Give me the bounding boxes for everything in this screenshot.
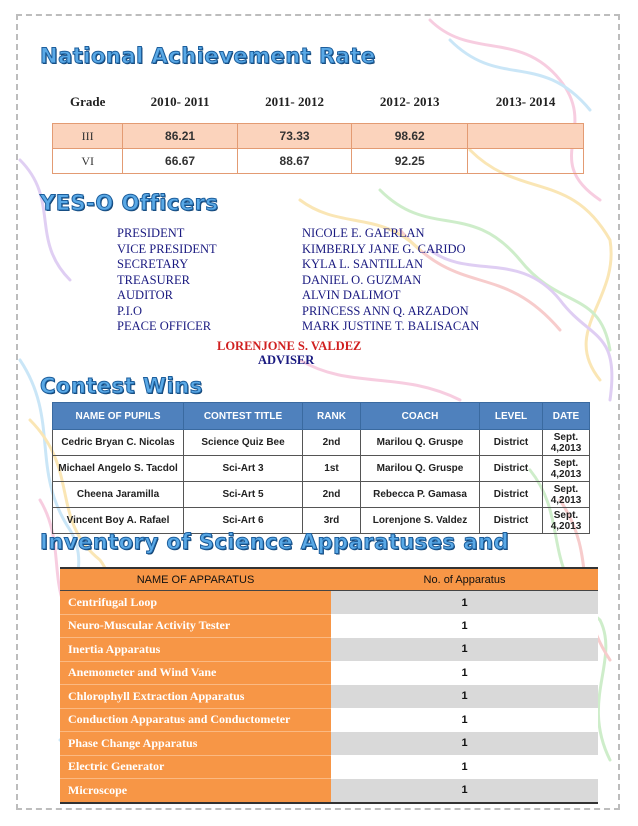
- level-cell: District: [480, 508, 543, 534]
- officer-name: NICOLE E. GAERLAN: [302, 226, 425, 240]
- apparatus-count: 1: [331, 661, 598, 685]
- achievement-col-2012: 2012- 2013: [352, 81, 468, 124]
- apparatus-name: Electric Generator: [60, 755, 331, 779]
- apparatus-name: Neuro-Muscular Activity Tester: [60, 614, 331, 638]
- date-cell: Sept. 4,2013: [543, 456, 590, 482]
- inventory-row: [60, 591, 598, 615]
- inventory-col-count: No. of Apparatus: [331, 568, 598, 591]
- inventory-table: [60, 567, 598, 804]
- contest-title-cell: Science Quiz Bee: [184, 430, 303, 456]
- apparatus-count: 1: [331, 638, 598, 662]
- contest-title-cell: Sci-Art 6: [184, 508, 303, 534]
- apparatus-name: Anemometer and Wind Vane: [60, 661, 331, 685]
- rank-cell: 1st: [303, 456, 361, 482]
- apparatus-count: 1: [331, 779, 598, 803]
- officer-name: KIMBERLY JANE G. CARIDO: [302, 241, 466, 256]
- achievement-table: [52, 81, 584, 174]
- contest-table: [52, 402, 590, 534]
- rate-cell: 92.25: [352, 149, 468, 174]
- contest-col-title: CONTEST TITLE: [184, 403, 303, 430]
- rate-cell: 88.67: [237, 149, 351, 174]
- inventory-row: [60, 755, 598, 779]
- achievement-heading: National Achievement Rate: [40, 44, 376, 68]
- pupil-cell: Cedric Bryan C. Nicolas: [53, 430, 184, 456]
- inventory-row: [60, 779, 598, 803]
- rate-cell: [468, 124, 584, 149]
- officer-name: PRINCESS ANN Q. ARZADON: [302, 303, 469, 318]
- inventory-row: [60, 661, 598, 685]
- contest-col-coach: COACH: [361, 403, 480, 430]
- officer-position: AUDITOR: [117, 288, 174, 302]
- pupil-cell: Vincent Boy A. Rafael: [53, 508, 184, 534]
- inventory-header-row: [60, 568, 598, 591]
- level-cell: District: [480, 482, 543, 508]
- inventory-row: [60, 614, 598, 638]
- officer-row: [117, 273, 557, 289]
- inventory-row: [60, 708, 598, 732]
- apparatus-name: Chlorophyll Extraction Apparatus: [60, 685, 331, 709]
- officer-row: [117, 226, 557, 242]
- contest-row: [53, 456, 590, 482]
- achievement-col-2010: 2010- 2011: [123, 81, 237, 124]
- rate-cell: [468, 149, 584, 174]
- adviser-name: LORENJONE S. VALDEZ: [217, 339, 362, 353]
- inventory-row: [60, 685, 598, 709]
- officer-name: ALVIN DALIMOT: [302, 288, 401, 302]
- apparatus-name: Microscope: [60, 779, 331, 803]
- inventory-col-name: NAME OF APPARATUS: [60, 568, 331, 591]
- apparatus-name: Conduction Apparatus and Conductometer: [60, 708, 331, 732]
- level-cell: District: [480, 456, 543, 482]
- level-cell: District: [480, 430, 543, 456]
- apparatus-name: Centrifugal Loop: [60, 591, 331, 615]
- coach-cell: Lorenjone S. Valdez: [361, 508, 480, 534]
- contest-col-level: LEVEL: [480, 403, 543, 430]
- rate-cell: 86.21: [123, 124, 237, 149]
- officer-row: [117, 304, 557, 320]
- contest-header-row: [53, 403, 590, 430]
- apparatus-count: 1: [331, 685, 598, 709]
- apparatus-count: 1: [331, 614, 598, 638]
- officer-position: VICE PRESIDENT: [117, 241, 217, 256]
- rate-cell: 73.33: [237, 124, 351, 149]
- officer-position: SECRETARY: [117, 257, 189, 271]
- inventory-row: [60, 638, 598, 662]
- rank-cell: 2nd: [303, 430, 361, 456]
- coach-cell: Marilou Q. Gruspe: [361, 430, 480, 456]
- officer-position: PEACE OFFICER: [117, 319, 212, 333]
- officer-name: DANIEL O. GUZMAN: [302, 272, 422, 287]
- rate-cell: 98.62: [352, 124, 468, 149]
- contest-row: [53, 482, 590, 508]
- contest-row: [53, 430, 590, 456]
- rank-cell: 2nd: [303, 482, 361, 508]
- coach-cell: Rebecca P. Gamasa: [361, 482, 480, 508]
- officer-name: MARK JUSTINE T. BALISACAN: [302, 319, 480, 333]
- apparatus-count: 1: [331, 755, 598, 779]
- rate-cell: 66.67: [123, 149, 237, 174]
- date-cell: Sept. 4,2013: [543, 482, 590, 508]
- apparatus-name: Inertia Apparatus: [60, 638, 331, 662]
- officers-list: [117, 226, 557, 335]
- date-cell: Sept. 4,2013: [543, 508, 590, 534]
- officer-name: KYLA L. SANTILLAN: [302, 257, 424, 271]
- apparatus-count: 1: [331, 732, 598, 756]
- achievement-col-2013: 2013- 2014: [468, 81, 584, 124]
- achievement-header-row: [53, 81, 584, 124]
- officer-row: [117, 242, 557, 258]
- officer-position: P.I.O: [117, 303, 143, 318]
- contest-title-cell: Sci-Art 3: [184, 456, 303, 482]
- apparatus-name: Phase Change Apparatus: [60, 732, 331, 756]
- apparatus-count: 1: [331, 591, 598, 615]
- inventory-row: [60, 732, 598, 756]
- contest-col-pupil: NAME OF PUPILS: [53, 403, 184, 430]
- contest-col-date: DATE: [543, 403, 590, 430]
- officer-row: [117, 319, 557, 335]
- pupil-cell: Michael Angelo S. Tacdol: [53, 456, 184, 482]
- grade-cell: VI: [53, 149, 123, 174]
- inventory-heading: Inventory of Science Apparatuses and: [40, 530, 510, 554]
- pupil-cell: Cheena Jaramilla: [53, 482, 184, 508]
- officer-row: [117, 257, 557, 273]
- officer-position: TREASURER: [117, 272, 190, 287]
- achievement-row: [53, 149, 584, 174]
- achievement-col-grade: Grade: [53, 81, 123, 124]
- date-cell: Sept. 4,2013: [543, 430, 590, 456]
- officers-heading: YES-O Officers: [40, 191, 219, 215]
- adviser-label: ADVISER: [258, 353, 315, 367]
- contest-title-cell: Sci-Art 5: [184, 482, 303, 508]
- achievement-col-2011: 2011- 2012: [237, 81, 351, 124]
- officer-position: PRESIDENT: [117, 226, 185, 240]
- apparatus-count: 1: [331, 708, 598, 732]
- coach-cell: Marilou Q. Gruspe: [361, 456, 480, 482]
- achievement-row: [53, 124, 584, 149]
- contests-heading: Contest Wins: [40, 374, 203, 398]
- grade-cell: III: [53, 124, 123, 149]
- contest-col-rank: RANK: [303, 403, 361, 430]
- rank-cell: 3rd: [303, 508, 361, 534]
- officer-row: [117, 288, 557, 304]
